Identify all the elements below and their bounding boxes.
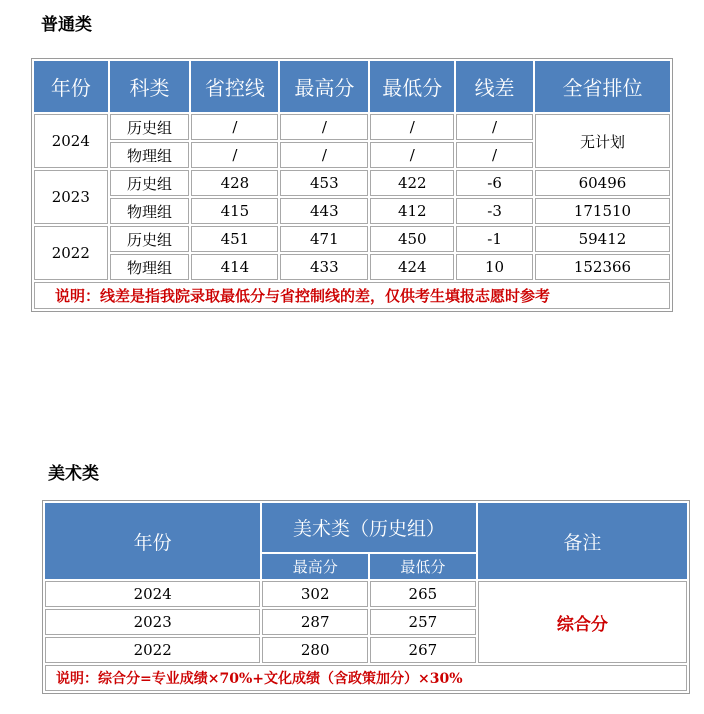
art-admission-table [42, 500, 690, 694]
max-score-cell: 443 [280, 198, 368, 224]
min-score-cell: / [370, 142, 454, 168]
year-cell: 2023 [45, 609, 260, 635]
table-note: 说明：综合分=专业成绩×70%+文化成绩（含政策加分）×30% [45, 665, 687, 691]
line-diff-cell: -1 [456, 226, 533, 252]
max-score-cell: / [280, 142, 368, 168]
min-score-cell: 422 [370, 170, 454, 196]
min-score-cell: 450 [370, 226, 454, 252]
header-max-score: 最高分 [262, 554, 368, 579]
rank-cell: 59412 [535, 226, 670, 252]
subject-cell: 物理组 [110, 142, 190, 168]
control-line-cell: 451 [191, 226, 278, 252]
year-cell: 2024 [45, 581, 260, 607]
max-score-cell: 287 [262, 609, 368, 635]
table-header-row [34, 61, 670, 112]
year-cell: 2023 [34, 170, 108, 224]
control-line-cell: / [191, 142, 278, 168]
control-line-cell: 415 [191, 198, 278, 224]
year-cell: 2022 [34, 226, 108, 280]
header-province-rank: 全省排位 [535, 61, 670, 112]
max-score-cell: 453 [280, 170, 368, 196]
max-score-cell: 433 [280, 254, 368, 280]
table-row [34, 114, 670, 140]
header-line-diff: 线差 [456, 61, 533, 112]
line-diff-cell: -6 [456, 170, 533, 196]
header-subject: 科类 [110, 61, 190, 112]
min-score-cell: 265 [370, 581, 476, 607]
table-note-row [45, 665, 687, 691]
table-row [34, 170, 670, 196]
control-line-cell: 414 [191, 254, 278, 280]
line-diff-cell: -3 [456, 198, 533, 224]
line-diff-cell: / [456, 114, 533, 140]
table-row [34, 254, 670, 280]
header-year: 年份 [45, 503, 260, 579]
header-min-score: 最低分 [370, 61, 454, 112]
rank-cell: 152366 [535, 254, 670, 280]
min-score-cell: / [370, 114, 454, 140]
line-diff-cell: / [456, 142, 533, 168]
max-score-cell: 471 [280, 226, 368, 252]
min-score-cell: 267 [370, 637, 476, 663]
section-title-art: 美术类 [48, 464, 99, 484]
remark-cell: 综合分 [478, 581, 687, 663]
line-diff-cell: 10 [456, 254, 533, 280]
table-note: 说明：线差是指我院录取最低分与省控制线的差，仅供考生填报志愿时参考 [34, 282, 670, 309]
table-header-row [45, 503, 687, 552]
header-art-group: 美术类（历史组） [262, 503, 475, 552]
header-year: 年份 [34, 61, 108, 112]
rank-cell: 60496 [535, 170, 670, 196]
header-min-score: 最低分 [370, 554, 476, 579]
min-score-cell: 424 [370, 254, 454, 280]
header-max-score: 最高分 [280, 61, 368, 112]
control-line-cell: / [191, 114, 278, 140]
header-control-line: 省控线 [191, 61, 278, 112]
year-cell: 2024 [34, 114, 108, 168]
max-score-cell: 280 [262, 637, 368, 663]
general-admission-table [31, 58, 673, 312]
table-row [45, 581, 687, 607]
header-remark: 备注 [478, 503, 687, 579]
subject-cell: 历史组 [110, 226, 190, 252]
max-score-cell: 302 [262, 581, 368, 607]
table-row [34, 226, 670, 252]
subject-cell: 物理组 [110, 254, 190, 280]
min-score-cell: 257 [370, 609, 476, 635]
subject-cell: 历史组 [110, 170, 190, 196]
table-note-row [34, 282, 670, 309]
section-title-general: 普通类 [41, 15, 92, 35]
rank-cell: 无计划 [535, 114, 670, 168]
min-score-cell: 412 [370, 198, 454, 224]
rank-cell: 171510 [535, 198, 670, 224]
table-row [34, 198, 670, 224]
subject-cell: 历史组 [110, 114, 190, 140]
subject-cell: 物理组 [110, 198, 190, 224]
year-cell: 2022 [45, 637, 260, 663]
max-score-cell: / [280, 114, 368, 140]
control-line-cell: 428 [191, 170, 278, 196]
